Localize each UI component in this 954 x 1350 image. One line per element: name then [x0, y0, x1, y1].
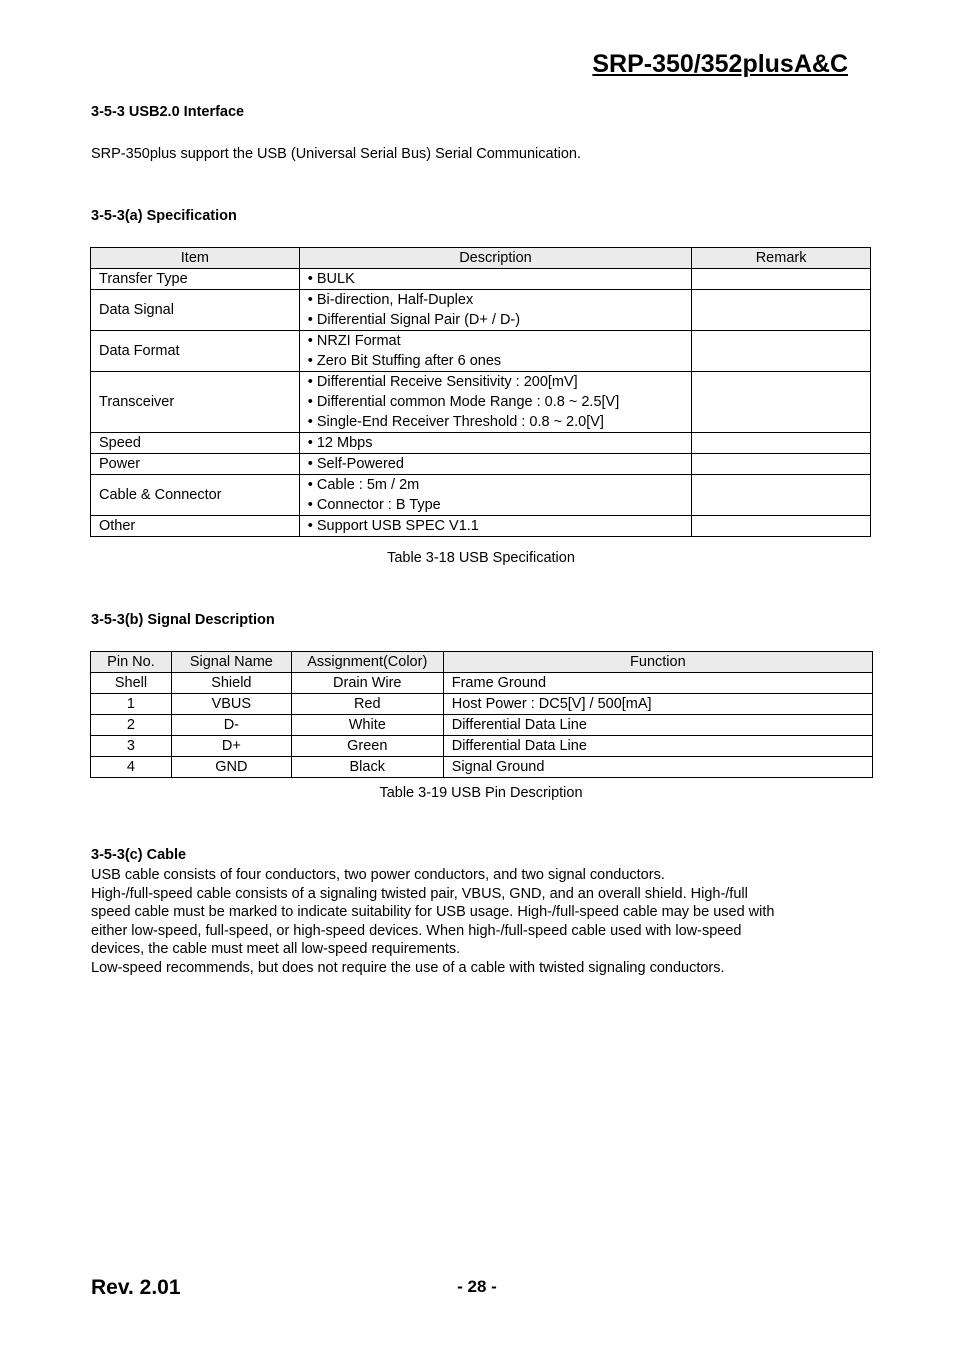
spec-description-cell	[299, 331, 691, 372]
spec-description-cell	[299, 372, 691, 433]
signal-assignment-cell: Red	[291, 694, 443, 715]
spec-description-cell	[299, 516, 691, 537]
spec-description-cell	[299, 454, 691, 475]
signal-name-cell: D-	[171, 715, 291, 736]
signal-function-cell: Signal Ground	[443, 757, 872, 778]
signal-assignment-cell: White	[291, 715, 443, 736]
spec-item-cell: Data Signal	[91, 290, 300, 331]
signal-name-cell: GND	[171, 757, 291, 778]
spec-row	[91, 516, 871, 537]
spec-description-line: • Cable : 5m / 2m	[307, 477, 420, 493]
signal-name-cell: Shield	[171, 673, 291, 694]
section-intro: SRP-350plus support the USB (Universal Serial Bus) Serial Communication.	[91, 146, 581, 162]
signal-name-cell: VBUS	[171, 694, 291, 715]
signal-heading: 3-5-3(b) Signal Description	[91, 612, 275, 628]
spec-col-item: Item	[91, 248, 300, 269]
signal-assignment-cell: Drain Wire	[291, 673, 443, 694]
spec-col-description: Description	[299, 248, 691, 269]
signal-col-assignment: Assignment(Color)	[291, 652, 443, 673]
signal-pin-cell: 4	[91, 757, 172, 778]
signal-row	[91, 694, 873, 715]
spec-item-cell: Other	[91, 516, 300, 537]
section-heading: 3-5-3 USB2.0 Interface	[91, 104, 245, 120]
spec-remark-cell	[692, 475, 871, 516]
spec-row	[91, 372, 871, 433]
spec-caption: Table 3-18 USB Specification	[387, 550, 575, 566]
signal-function-cell: Differential Data Line	[443, 715, 872, 736]
spec-row	[91, 290, 871, 331]
spec-heading: 3-5-3(a) Specification	[91, 208, 237, 224]
spec-description-cell	[299, 475, 691, 516]
spec-description-line: • 12 Mbps	[307, 435, 373, 451]
spec-remark-cell	[692, 269, 871, 290]
spec-description-line: • Differential Receive Sensitivity : 200[mV]	[307, 374, 578, 390]
page-number: - 28 -	[457, 1277, 497, 1296]
spec-description-line: • Differential common Mode Range : 0.8 ~ 2.5[V]	[307, 394, 620, 410]
spec-row	[91, 433, 871, 454]
spec-item-cell: Data Format	[91, 331, 300, 372]
spec-description-line: • Differential Signal Pair (D+ / D-)	[307, 312, 521, 328]
spec-remark-cell	[692, 454, 871, 475]
spec-table	[90, 247, 871, 537]
revision-label: Rev. 2.01	[91, 1276, 181, 1299]
spec-description-cell	[299, 269, 691, 290]
signal-caption: Table 3-19 USB Pin Description	[379, 785, 583, 801]
spec-remark-cell	[692, 290, 871, 331]
spec-remark-cell	[692, 433, 871, 454]
document-title: SRP-350/352plusA&C	[592, 50, 848, 78]
spec-item-cell: Power	[91, 454, 300, 475]
spec-remark-cell	[692, 331, 871, 372]
spec-description-line: • Connector : B Type	[307, 497, 441, 513]
cable-line: USB cable consists of four conductors, two power conductors, and two signal conductors.	[91, 867, 665, 883]
cable-line: High-/full-speed cable consists of a signaling twisted pair, VBUS, GND, and an overall shield. High-/full	[91, 885, 748, 902]
signal-pin-cell: 3	[91, 736, 172, 757]
spec-description-cell	[299, 290, 691, 331]
signal-assignment-cell: Black	[291, 757, 443, 778]
signal-pin-cell: 2	[91, 715, 172, 736]
spec-description-line: • Self-Powered	[307, 456, 404, 472]
signal-name-cell: D+	[171, 736, 291, 757]
signal-row	[91, 673, 873, 694]
signal-row	[91, 757, 873, 778]
spec-description-line: • Support USB SPEC V1.1	[307, 518, 479, 534]
signal-col-function: Function	[443, 652, 872, 673]
spec-row	[91, 475, 871, 516]
spec-description-line: • Bi-direction, Half-Duplex	[307, 292, 474, 308]
cable-line: either low-speed, full-speed, or high-speed devices. When high-/full-speed cable used with low-speed	[91, 922, 742, 939]
spec-header-row	[91, 248, 871, 269]
spec-item-cell: Speed	[91, 433, 300, 454]
signal-function-cell: Frame Ground	[443, 673, 872, 694]
spec-col-remark: Remark	[692, 248, 871, 269]
cable-line: Low-speed recommends, but does not require the use of a cable with twisted signaling conductors.	[91, 959, 725, 976]
spec-item-cell: Cable & Connector	[91, 475, 300, 516]
spec-item-cell: Transfer Type	[91, 269, 300, 290]
spec-description-line: • NRZI Format	[307, 333, 401, 349]
cable-heading: 3-5-3(c) Cable	[91, 847, 187, 863]
signal-table	[90, 651, 873, 778]
cable-line: devices, the cable must meet all low-speed requirements.	[91, 941, 461, 957]
signal-row	[91, 715, 873, 736]
spec-description-cell	[299, 433, 691, 454]
signal-row	[91, 736, 873, 757]
signal-pin-cell: 1	[91, 694, 172, 715]
signal-col-name: Signal Name	[171, 652, 291, 673]
spec-item-cell: Transceiver	[91, 372, 300, 433]
signal-assignment-cell: Green	[291, 736, 443, 757]
signal-pin-cell: Shell	[91, 673, 172, 694]
signal-function-cell: Host Power : DC5[V] / 500[mA]	[443, 694, 872, 715]
spec-row	[91, 331, 871, 372]
spec-remark-cell	[692, 372, 871, 433]
signal-header-row	[91, 652, 873, 673]
spec-row	[91, 454, 871, 475]
spec-row	[91, 269, 871, 290]
spec-description-line: • BULK	[307, 271, 355, 287]
cable-paragraph	[91, 866, 861, 977]
spec-description-line: • Single-End Receiver Threshold : 0.8 ~ 2.0[V]	[307, 414, 604, 430]
spec-remark-cell	[692, 516, 871, 537]
spec-description-line: • Zero Bit Stuffing after 6 ones	[307, 353, 502, 369]
signal-function-cell: Differential Data Line	[443, 736, 872, 757]
signal-col-pin: Pin No.	[91, 652, 172, 673]
cable-line: speed cable must be marked to indicate suitability for USB usage. High-/full-speed cable may be used with	[91, 904, 775, 920]
